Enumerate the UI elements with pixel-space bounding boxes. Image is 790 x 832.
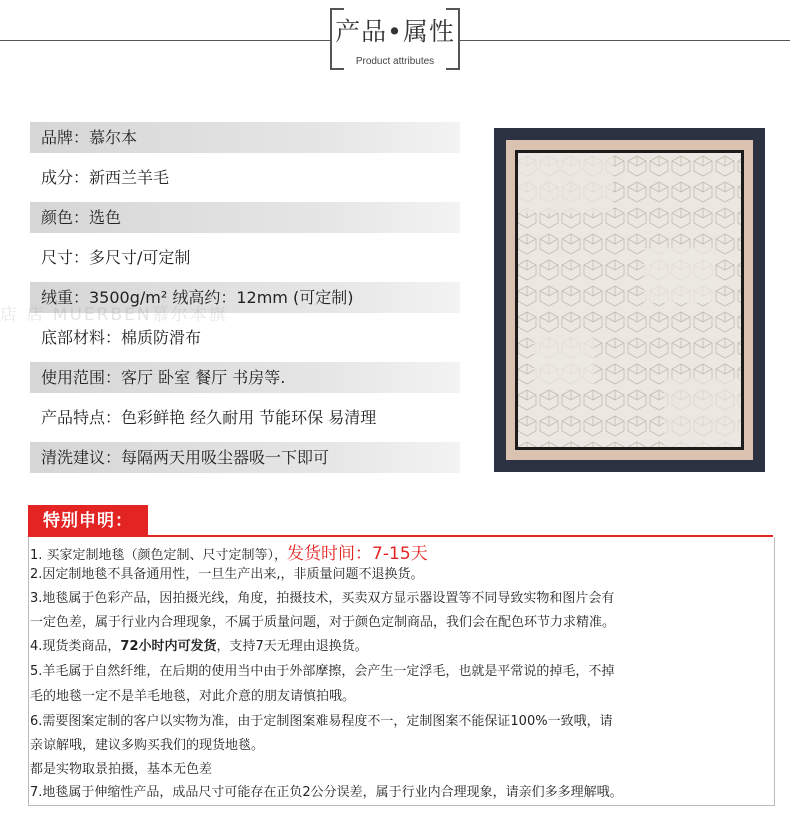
header-divider-left <box>0 40 330 41</box>
notice-line-4-text: 4.现货类商品， <box>30 639 121 654</box>
attr-pile-weight: 绒重：3500g/m² 绒高约：12mm (可定制) <box>30 282 460 313</box>
notice-line-1-text: 1. 买家定制地毯（颜色定制、尺寸定制等）， <box>30 548 288 563</box>
attr-size: 尺寸：多尺寸/可定制 <box>41 248 191 267</box>
section-title: 产品•属性 <box>335 17 455 46</box>
ship-time-highlight: 发货时间：7-15天 <box>287 544 428 564</box>
notice-line-5: 5.羊毛属于自然纤维，在后期的使用当中由于外部摩擦，会产生一定浮毛，也就是平常说的掉毛，不掉 <box>30 664 615 679</box>
rug-image <box>494 128 765 472</box>
notice-line-4 <box>30 635 368 654</box>
header-divider-right <box>460 40 790 41</box>
attr-backing: 底部材料：棉质防滑布 <box>41 328 202 347</box>
attr-material: 成分：新西兰羊毛 <box>41 168 170 187</box>
notice-line-6b: 亲谅解哦，建议多购买我们的现货地毯。 <box>30 738 265 753</box>
section-header <box>0 0 790 80</box>
notice-line-3b: 一定色差，属于行业内合理现象，不属于质量问题，对于颜色定制商品，我们会在配色环节力求精准。 <box>30 615 616 630</box>
section-subtitle: Product attributes <box>355 56 435 67</box>
watermark-text: 店 店 MUERBEN慕尔本旗 <box>0 305 228 325</box>
notice-line-2: 2.因定制地毯不具备通用性，一旦生产出来,，非质量问题不退换货。 <box>30 567 424 582</box>
attr-color: 颜色：选色 <box>30 202 460 233</box>
notice-line-4-tail: ，支持7天无理由退换货。 <box>216 639 368 654</box>
notice-badge: 特别申明： <box>28 505 148 537</box>
ship-72h-highlight: 72小时内可发货 <box>120 639 217 654</box>
notice-line-1 <box>30 539 428 564</box>
notice-line-6c: 都是实物取景拍摄，基本无色差 <box>30 762 213 777</box>
notice-line-6: 6.需要图案定制的客户以实物为准，由于定制图案难易程度不一，定制图案不能保证100%一致哦，请 <box>30 714 613 729</box>
attr-brand: 品牌：慕尔本 <box>30 122 460 153</box>
notice-line-7: 7.地毯属于伸缩性产品，成品尺寸可能存在正负2公分误差，属于行业内合理现象，请亲们多多理解哦。 <box>30 785 623 800</box>
attr-cleaning: 清洗建议：每隔两天用吸尘器吸一下即可 <box>30 442 460 473</box>
notice-line-3: 3.地毯属于色彩产品，因拍摄光线，角度，拍摄技术，买卖双方显示器设置等不同导致实物和图片会有 <box>30 591 615 606</box>
notice-line-5b: 毛的地毯一定不是羊毛地毯，对此介意的朋友请慎拍哦。 <box>30 689 356 704</box>
attr-features: 产品特点：色彩鲜艳 经久耐用 节能环保 易清理 <box>41 408 377 427</box>
attr-usage: 使用范围：客厅 卧室 餐厅 书房等. <box>30 362 460 393</box>
